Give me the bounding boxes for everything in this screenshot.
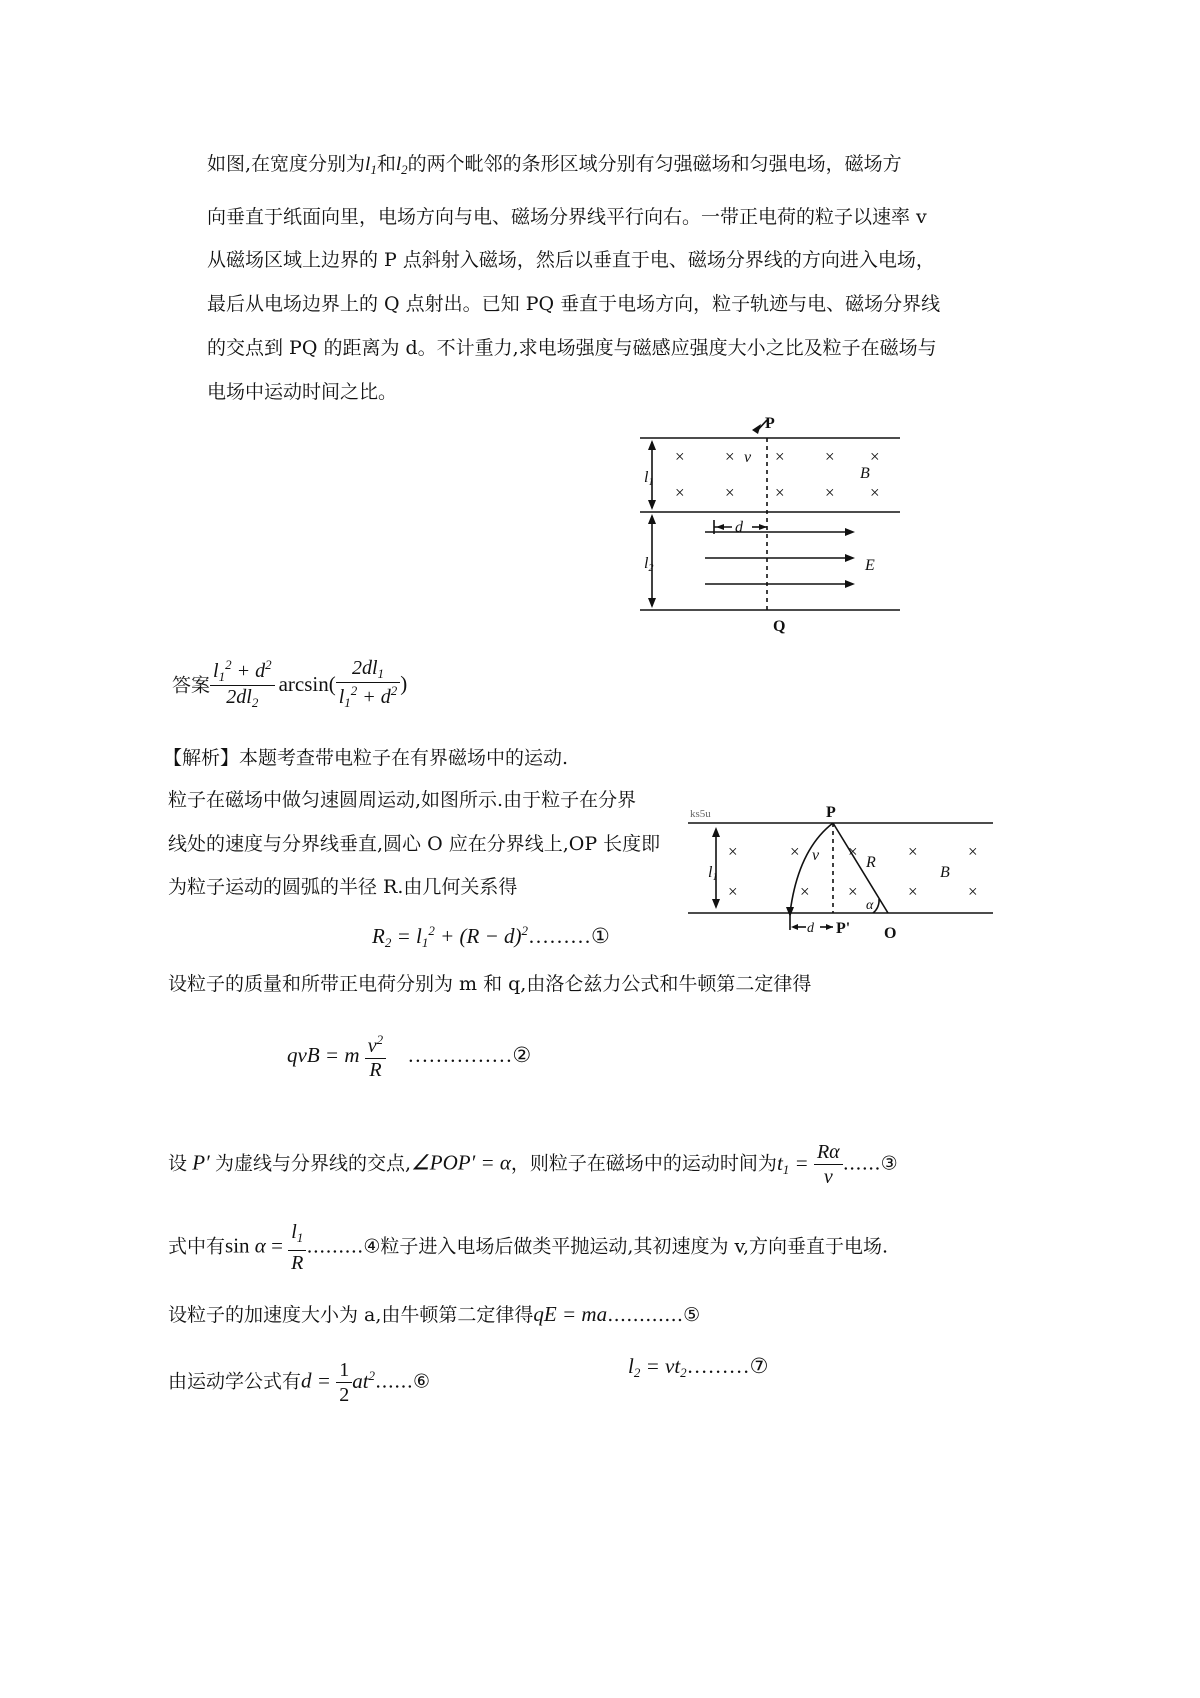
equation-tag: ………④ bbox=[306, 1235, 381, 1258]
answer-close-paren: ) bbox=[400, 671, 408, 696]
equation-tag: ……⑥ bbox=[375, 1370, 431, 1393]
text-segment: 和 bbox=[376, 153, 396, 175]
cross-mark: × bbox=[675, 483, 685, 502]
cross-mark: × bbox=[725, 483, 735, 502]
symbol-p-prime: P′ bbox=[187, 1150, 215, 1175]
analysis-p2: 设粒子的质量和所带正电荷分别为 m 和 q,由洛仑兹力公式和牛顿第二定律得 bbox=[168, 973, 812, 995]
cross-mark: × bbox=[775, 483, 785, 502]
cross-mark: × bbox=[908, 842, 918, 861]
problem-line-6: 电场中运动时间之比。 bbox=[207, 381, 398, 403]
text-segment: 粒子进入电场后做类平抛运动,其初速度为 v,方向垂直于电场. bbox=[380, 1235, 889, 1258]
cross-mark: × bbox=[725, 447, 735, 466]
analysis-title: 【解析】本题考查带电粒子在有界磁场中的运动. bbox=[163, 747, 569, 769]
label-Q: Q bbox=[773, 618, 786, 635]
label-d: d bbox=[807, 921, 814, 936]
analysis-p1-line-3: 为粒子运动的圆弧的半径 R.由几何关系得 bbox=[168, 876, 518, 898]
cross-mark: × bbox=[825, 447, 835, 466]
label-l1: l1 bbox=[644, 469, 654, 488]
symbol-sin: sin α = bbox=[225, 1233, 289, 1258]
equation-tag: ……③ bbox=[842, 1152, 898, 1175]
analysis-p1-line-2: 线处的速度与分界线垂直,圆心 O 应在分界线上,OP 长度即 bbox=[168, 833, 661, 855]
label-l1: l1 bbox=[708, 864, 718, 883]
label-B: B bbox=[940, 864, 950, 881]
answer-label: 答案 bbox=[172, 674, 211, 697]
symbol-t1: $t_1$ = bbox=[776, 1150, 814, 1177]
cross-mark: × bbox=[908, 882, 918, 901]
text-segment: 式中有 bbox=[168, 1235, 226, 1258]
cross-mark: × bbox=[728, 842, 738, 861]
label-R: R bbox=[866, 854, 876, 871]
analysis-p1-line-1: 粒子在磁场中做匀速圆周运动,如图所示.由于粒子在分界 bbox=[168, 789, 637, 811]
equation-tag: ………⑦ bbox=[686, 1354, 769, 1378]
cross-mark: × bbox=[800, 882, 810, 901]
equation-2: qvB = m $\frac{v^2}{R}$ ……………② bbox=[287, 1032, 532, 1081]
text-segment: 由运动学公式有 bbox=[168, 1370, 302, 1393]
problem-line-1 bbox=[207, 152, 902, 182]
alpha-arc bbox=[873, 899, 879, 913]
cross-mark: × bbox=[825, 483, 835, 502]
analysis-p5 bbox=[168, 1302, 700, 1327]
cross-mark: × bbox=[848, 882, 858, 901]
cross-mark: × bbox=[790, 842, 800, 861]
text-segment: 的两个毗邻的条形区域分别有匀强磁场和匀强电场，磁场方 bbox=[407, 153, 902, 175]
label-O: O bbox=[884, 925, 897, 942]
label-v: v bbox=[812, 847, 820, 864]
symbol-l2: $l_2$ bbox=[395, 154, 408, 177]
equation-tag: ………① bbox=[528, 924, 610, 948]
watermark: ks5u bbox=[690, 808, 711, 820]
answer-fraction-2: $\frac{2dl_1}{l_1^2 + d^2}$ bbox=[336, 657, 401, 711]
text-segment: 设粒子的加速度大小为 a,由牛顿第二定律得 bbox=[168, 1304, 534, 1326]
symbol-l1: $l_1$ bbox=[365, 154, 377, 177]
symbol-d: d = bbox=[301, 1368, 337, 1393]
label-v: v bbox=[744, 449, 752, 466]
text-segment: 如图,在宽度分别为 bbox=[207, 153, 366, 175]
cross-mark: × bbox=[728, 882, 738, 901]
label-P: P bbox=[826, 805, 836, 821]
text-segment: ，则粒子在磁场中的运动时间为 bbox=[510, 1152, 777, 1175]
label-E: E bbox=[865, 557, 875, 574]
problem-line-4: 最后从电场边界上的 Q 点射出。已知 PQ 垂直于电场方向，粒子轨迹与电、磁场分界线 bbox=[207, 293, 941, 315]
cross-mark: × bbox=[848, 842, 858, 861]
symbol-at2: $at^2$ bbox=[352, 1367, 376, 1393]
label-B: B bbox=[860, 465, 870, 482]
problem-line-5: 的交点到 PQ 的距离为 d。不计重力,求电场强度与磁感应强度大小之比及粒子在磁场与 bbox=[207, 337, 937, 359]
equation-tag: ……………② bbox=[407, 1042, 532, 1067]
answer-fraction-1: $\frac{l_1^2 + d^2}{2dl_2}$ bbox=[210, 657, 275, 711]
label-l2: l2 bbox=[644, 555, 654, 574]
figure-2-trajectory-diagram bbox=[688, 805, 998, 960]
answer-line bbox=[172, 657, 407, 711]
cross-mark: × bbox=[775, 447, 785, 466]
symbol-qe: qE = ma bbox=[533, 1302, 608, 1326]
analysis-p3: 设 P′ 为虚线与分界线的交点,∠POP′ = α，则粒子在磁场中的运动时间为$t_1$ = $\frac{R\alpha}{v}$ ……③ bbox=[168, 1141, 898, 1188]
cross-mark: × bbox=[870, 483, 880, 502]
problem-line-2: 向垂直于纸面向里，电场方向与电、磁场分界线平行向右。一带正电荷的粒子以速率 v bbox=[207, 206, 927, 228]
answer-arcsin: arcsin( bbox=[278, 671, 336, 696]
equation-7: $l_2$ = $vt_2\dots\dots\dots ⑦$ bbox=[628, 1354, 769, 1380]
label-P-prime: P' bbox=[836, 920, 851, 937]
figure-1-field-diagram bbox=[630, 410, 910, 635]
trajectory-arc bbox=[790, 823, 833, 913]
cross-mark: × bbox=[968, 842, 978, 861]
equation-1: $R_2 = l_1^2 + (R$ − $d)^2\dots\dots\dots ①$ bbox=[372, 923, 610, 950]
symbol-angle: ∠POP′ = α bbox=[410, 1150, 511, 1175]
label-alpha: α bbox=[866, 898, 874, 913]
label-P: P bbox=[765, 415, 775, 432]
text-segment: 设 bbox=[168, 1152, 188, 1175]
cross-mark: × bbox=[968, 882, 978, 901]
text-segment: 为虚线与分界线的交点, bbox=[214, 1152, 411, 1175]
analysis-p4: 式中有sin α = $\frac{l_1}{R}$ ………④粒子进入电场后做类平抛运动,其初速度为 v,方向垂直于电场. bbox=[168, 1221, 889, 1274]
label-d: d bbox=[735, 519, 743, 536]
cross-mark: × bbox=[675, 447, 685, 466]
analysis-p6: 由运动学公式有d = $\frac{1}{2}$ $at^2\dots\dots ⑥$ bbox=[168, 1359, 431, 1406]
problem-line-3: 从磁场区域上边界的 P 点斜射入磁场，然后以垂直于电、磁场分界线的方向进入电场， bbox=[207, 249, 935, 271]
cross-mark: × bbox=[870, 447, 880, 466]
equation-tag: …………⑤ bbox=[607, 1304, 701, 1326]
